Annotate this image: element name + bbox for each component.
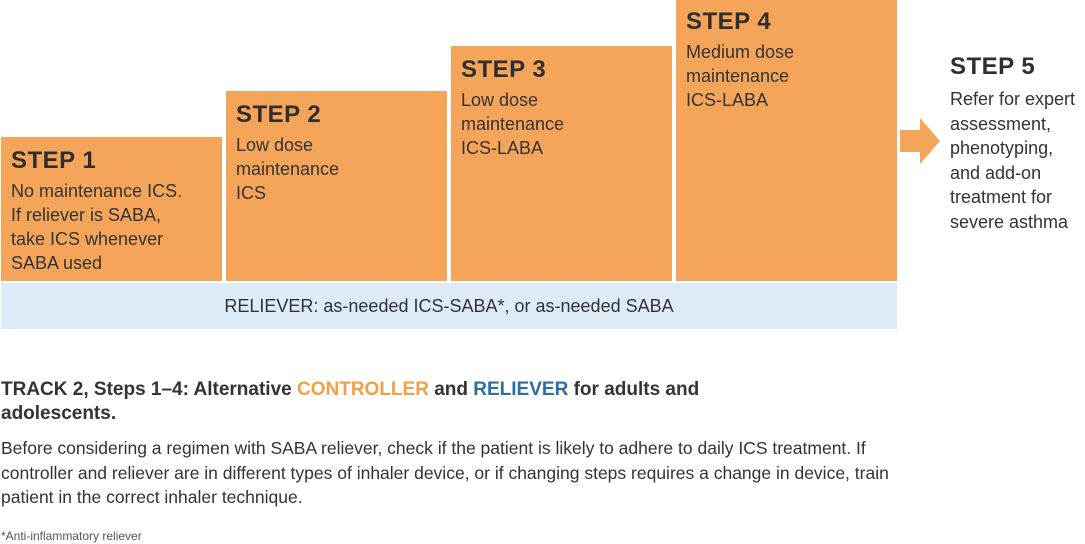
step-1-title: STEP 1	[11, 147, 97, 174]
reliever-band-label: RELIEVER: as-needed ICS-SABA*, or as-needed SABA	[224, 295, 674, 316]
step-3-line: Low dose	[461, 90, 539, 110]
right-arrow-icon	[900, 116, 940, 166]
step-2-title: STEP 2	[236, 101, 322, 128]
step-1-box	[1, 137, 222, 281]
step-1-line: No maintenance ICS.	[11, 181, 183, 201]
step-2-line: Low dose	[236, 135, 314, 155]
controller-keyword: CONTROLLER	[297, 379, 429, 400]
step-5-title: STEP 5	[950, 53, 1036, 80]
step-3-box	[451, 46, 672, 281]
step-5-text	[950, 53, 1085, 234]
step-4-title: STEP 4	[686, 8, 772, 35]
step-3-line: maintenance	[461, 114, 565, 134]
track-heading	[1, 378, 801, 426]
step-4-box	[676, 0, 897, 281]
step-4-line: Medium dose	[686, 42, 795, 62]
step-4-line: ICS-LABA	[686, 90, 769, 110]
reliever-keyword: RELIEVER	[473, 379, 569, 400]
step-5-line: treatment for	[950, 187, 1053, 207]
step-4-line: maintenance	[686, 66, 790, 86]
track-heading-text: for adults and adolescents.	[1, 379, 700, 424]
footnote: *Anti-inflammatory reliever	[1, 529, 142, 543]
step-3-line: ICS-LABA	[461, 138, 544, 158]
step-2-line: ICS	[236, 183, 267, 203]
track-heading-text: and	[428, 379, 474, 400]
step-1-line: take ICS whenever	[11, 229, 164, 249]
step-3-title: STEP 3	[461, 56, 547, 83]
step-5-line: and add-on	[950, 162, 1042, 183]
step-1-line: SABA used	[11, 253, 103, 273]
step-5-line: assessment,	[950, 113, 1052, 134]
step-5-line: phenotyping,	[950, 138, 1054, 158]
step-5-line: severe asthma	[950, 211, 1069, 232]
step-5-line: Refer for expert	[950, 89, 1076, 109]
step-2-box	[226, 91, 447, 281]
reliever-band	[1, 283, 897, 329]
track-heading-text: TRACK 2, Steps 1–4: Alternative	[1, 379, 297, 400]
track-body-text: Before considering a regimen with SABA reliever, check if the patient is likely to adhere to daily ICS treatment. If controller and reliever are in different types of inhaler device, or if changing steps requires a change in device, train patient in the correct inhaler technique.	[1, 438, 889, 507]
step-2-line: maintenance	[236, 159, 340, 179]
step-1-line: If reliever is SABA,	[11, 205, 162, 225]
